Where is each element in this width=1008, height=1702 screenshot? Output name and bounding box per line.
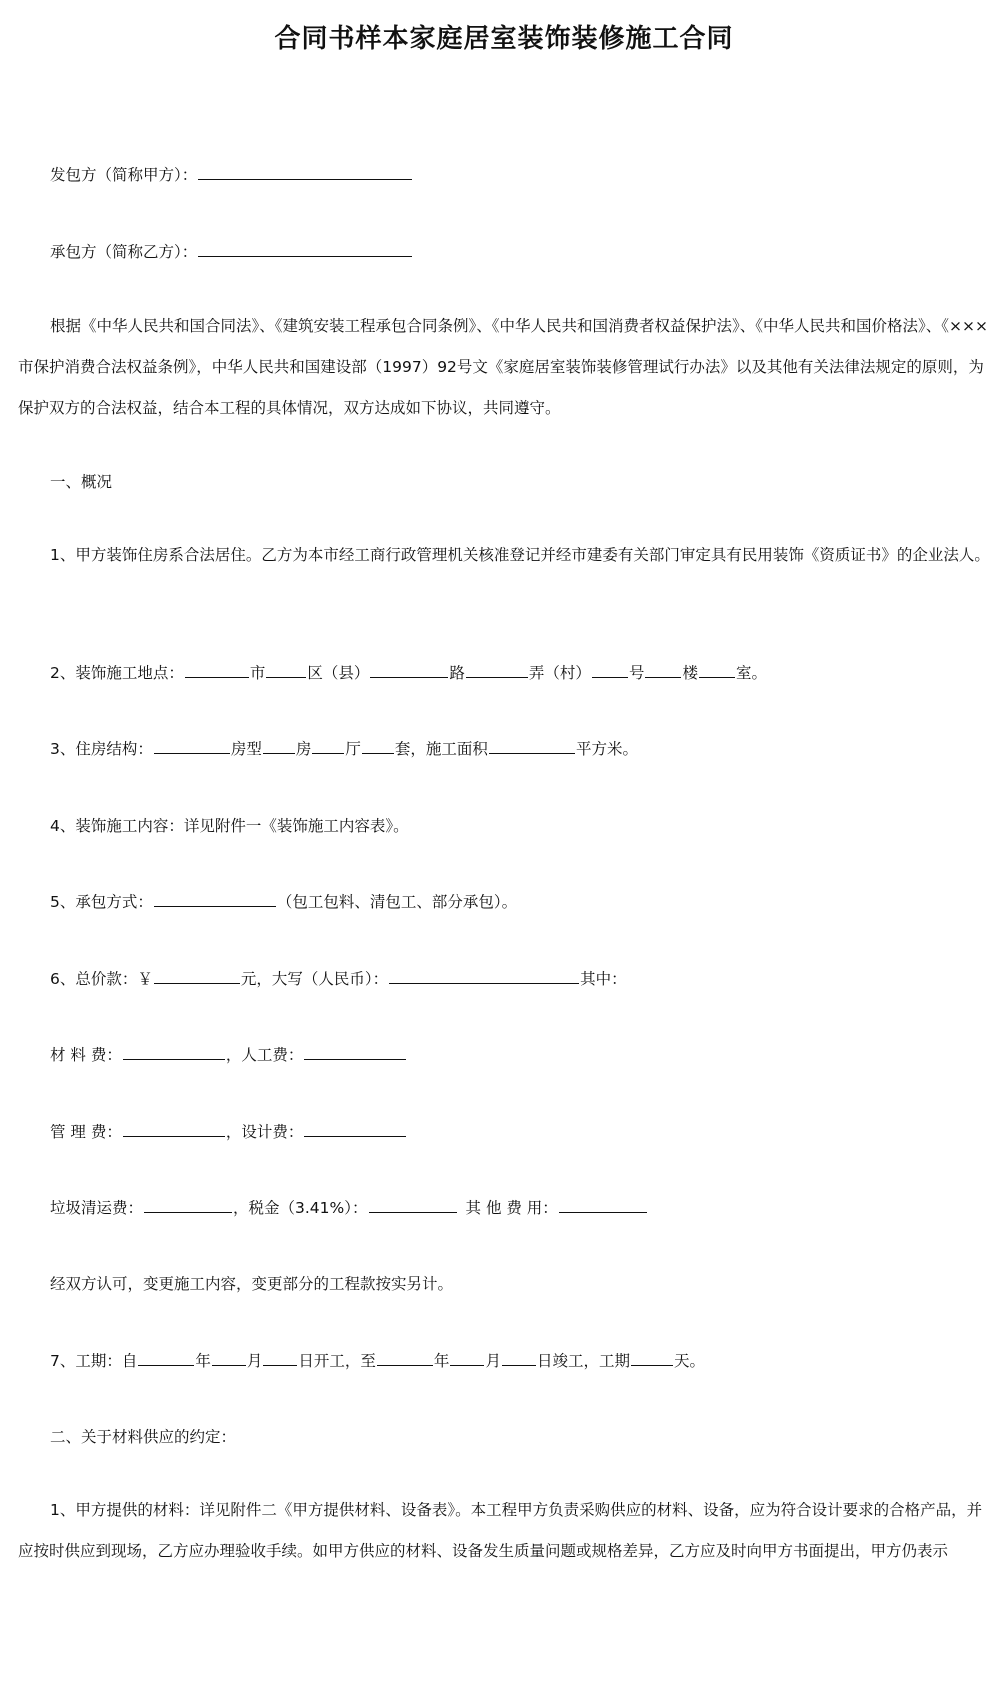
blank[interactable] bbox=[212, 1351, 246, 1366]
blank[interactable] bbox=[304, 1122, 406, 1137]
party-b-label: 承包方（简称乙方）： bbox=[50, 243, 198, 261]
item-2-line bbox=[50, 661, 767, 683]
label: 房型 bbox=[230, 740, 262, 758]
change-note: 经双方认可，变更施工内容，变更部分的工程款按实另计。 bbox=[50, 1275, 454, 1293]
blank[interactable] bbox=[266, 663, 306, 678]
party-b-line bbox=[50, 240, 413, 262]
label: 其中： bbox=[580, 970, 627, 988]
item-3-label: 3、住房结构： bbox=[50, 740, 153, 758]
label: 房 bbox=[295, 740, 312, 758]
blank[interactable] bbox=[154, 892, 276, 907]
blank[interactable] bbox=[645, 663, 681, 678]
labor-fee-label: ，人工费： bbox=[225, 1046, 304, 1064]
item-5-line bbox=[50, 890, 517, 912]
blank[interactable] bbox=[185, 663, 249, 678]
blank[interactable] bbox=[502, 1351, 536, 1366]
blank[interactable] bbox=[362, 739, 394, 754]
item-7-line bbox=[50, 1349, 705, 1371]
label: 厅 bbox=[345, 740, 361, 758]
label: 元，大写（人民币）： bbox=[240, 970, 389, 988]
preamble-paragraph bbox=[18, 306, 990, 429]
label: 日开工，至 bbox=[298, 1352, 376, 1370]
item-1-paragraph bbox=[18, 535, 990, 576]
label: 路 bbox=[449, 664, 465, 682]
item-3-line bbox=[50, 737, 638, 759]
label: 月 bbox=[246, 1352, 263, 1370]
blank[interactable] bbox=[198, 165, 412, 180]
blank[interactable] bbox=[559, 1198, 647, 1213]
item-1-text: 1、甲方装饰住房系合法居住。乙方为本市经工商行政管理机关核准登记并经市建委有关部门审定具有民用装饰《资质证书》的企业法人。 bbox=[50, 546, 990, 564]
blank[interactable] bbox=[304, 1045, 406, 1060]
blank[interactable] bbox=[450, 1351, 484, 1366]
blank[interactable] bbox=[592, 663, 628, 678]
blank[interactable] bbox=[699, 663, 735, 678]
item-8-paragraph bbox=[18, 1490, 990, 1572]
label: 室。 bbox=[735, 664, 767, 682]
preamble-text: 根据《中华人民共和国合同法》、《建筑安装工程承包合同条例》、《中华人民共和国消费者权益保护法》、《中华人民共和国价格法》、《×××市保护消费合法权益条例》，中华人民共和国建设部（1997）92号文《家庭居室装饰装修管理试行办法》以及其他有关法律法规定的原则，为保护双方的合法权益，结合本工程的具体情况，双方达成如下协议，共同遵守。 bbox=[18, 317, 988, 417]
label: 套，施工面积 bbox=[394, 740, 488, 758]
blank[interactable] bbox=[631, 1351, 673, 1366]
blank[interactable] bbox=[377, 1351, 433, 1366]
label: 年 bbox=[195, 1352, 211, 1370]
management-fee-label: 管 理 费： bbox=[50, 1123, 122, 1141]
blank[interactable] bbox=[370, 663, 448, 678]
fees-line-1 bbox=[50, 1043, 407, 1065]
item-7-label: 7、工期：自 bbox=[50, 1352, 138, 1370]
label: 区（县） bbox=[307, 664, 370, 682]
party-a-line bbox=[50, 163, 413, 185]
blank[interactable] bbox=[489, 739, 575, 754]
section-2-heading: 二、关于材料供应的约定： bbox=[50, 1428, 237, 1446]
blank[interactable] bbox=[312, 739, 344, 754]
blank[interactable] bbox=[123, 1122, 225, 1137]
label: 天。 bbox=[673, 1352, 705, 1370]
document-title: 合同书样本家庭居室装饰装修施工合同 bbox=[274, 24, 734, 54]
item-4-line: 4、装饰施工内容：详见附件一《装饰施工内容表》。 bbox=[50, 817, 409, 835]
blank[interactable] bbox=[144, 1198, 232, 1213]
blank[interactable] bbox=[369, 1198, 457, 1213]
item-6-line bbox=[50, 967, 627, 989]
party-a-label: 发包方（简称甲方）： bbox=[50, 166, 198, 184]
blank[interactable] bbox=[154, 739, 230, 754]
garbage-fee-label: 垃圾清运费： bbox=[50, 1199, 144, 1217]
blank[interactable] bbox=[389, 969, 579, 984]
label: 号 bbox=[628, 664, 645, 682]
blank[interactable] bbox=[198, 242, 412, 257]
label: 弄（村） bbox=[528, 664, 591, 682]
other-fee-label: 其 他 费 用： bbox=[465, 1199, 558, 1217]
item-8-text: 1、甲方提供的材料：详见附件二《甲方提供材料、设备表》。本工程甲方负责采购供应的材料、设备，应为符合设计要求的合格产品，并应按时供应到现场，乙方应办理验收手续。如甲方供应的材料、设备发生质量问题或规格差异，乙方应及时向甲方书面提出，甲方仍表示 bbox=[18, 1501, 983, 1560]
item-6-label: 6、总价款：￥ bbox=[50, 970, 153, 988]
label: （包工包料、清包工、部分承包）。 bbox=[276, 893, 518, 911]
material-fee-label: 材 料 费： bbox=[50, 1046, 122, 1064]
item-5-label: 5、承包方式： bbox=[50, 893, 153, 911]
label: 年 bbox=[433, 1352, 450, 1370]
fees-line-2 bbox=[50, 1120, 407, 1142]
blank[interactable] bbox=[123, 1045, 225, 1060]
label: 平方米。 bbox=[575, 740, 638, 758]
tax-label: ，税金（3.41%）： bbox=[233, 1199, 368, 1217]
label: 楼 bbox=[682, 664, 698, 682]
label: 市 bbox=[249, 664, 266, 682]
blank[interactable] bbox=[154, 969, 240, 984]
section-1-heading: 一、概况 bbox=[50, 473, 113, 491]
design-fee-label: ，设计费： bbox=[225, 1123, 304, 1141]
item-2-label: 2、装饰施工地点： bbox=[50, 664, 184, 682]
blank[interactable] bbox=[263, 1351, 297, 1366]
blank[interactable] bbox=[263, 739, 295, 754]
fees-line-3 bbox=[50, 1196, 648, 1218]
blank[interactable] bbox=[466, 663, 528, 678]
blank[interactable] bbox=[138, 1351, 194, 1366]
label: 月 bbox=[485, 1352, 501, 1370]
label: 日竣工，工期 bbox=[536, 1352, 630, 1370]
